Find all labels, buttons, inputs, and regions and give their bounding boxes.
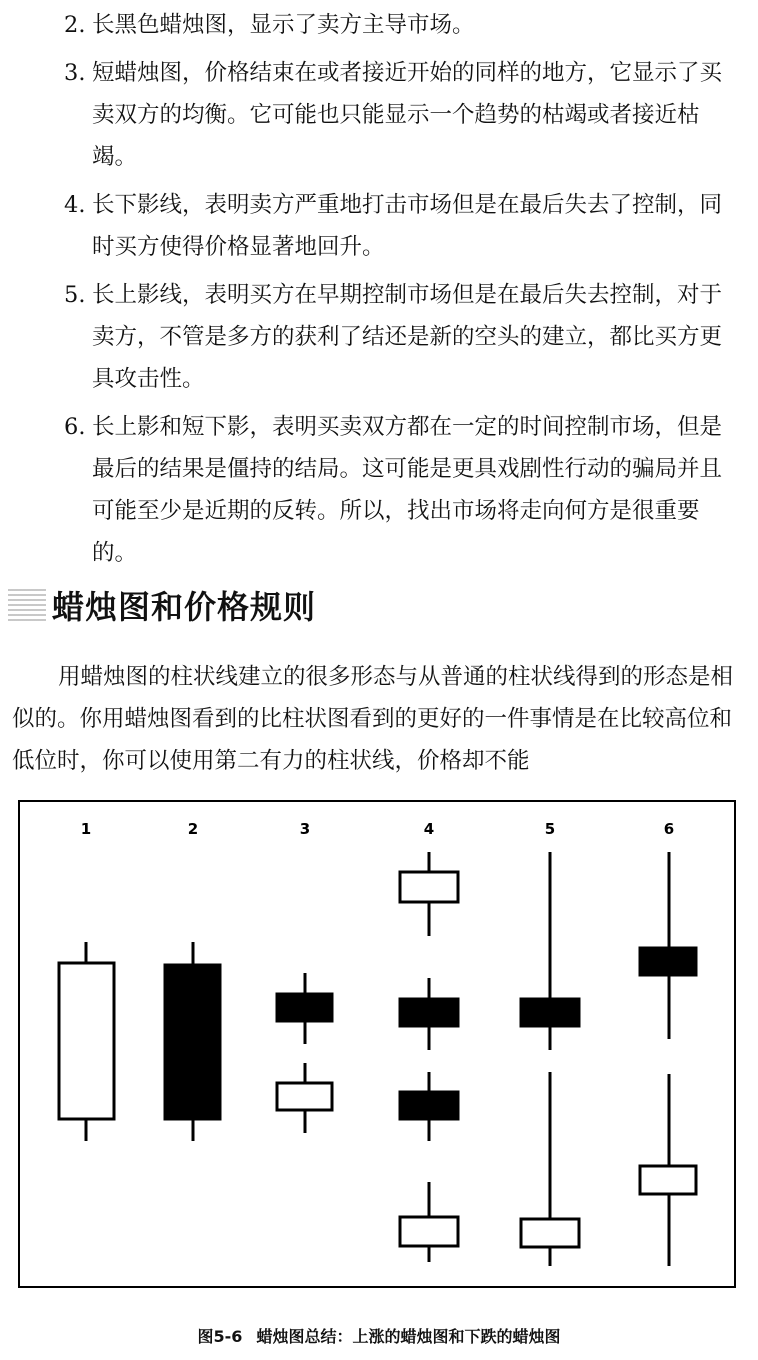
column-label: 3: [299, 820, 311, 838]
list-item-text: 长黑色蜡烛图，显示了卖方主导市场。: [92, 12, 475, 38]
list-item-text: 长上影和短下影，表明买卖双方都在一定的时间控制市场，但是最后的结果是僵持的结局。这可能是更具戏剧性行动的骗局并且可能至少是近期的反转。所以，找出市场将走向何方是很重要的。: [92, 414, 723, 566]
body-paragraph: 用蜡烛图的柱状线建立的很多形态与从普通的柱状线得到的形态是相似的。你用蜡烛图看到的比柱状图看到的更好的一件事情是在比较高位和低位时，你可以使用第二有力的柱状线，价格却不能: [12, 664, 734, 774]
list-item-number: 4.: [64, 192, 86, 218]
list-item-text: 长下影线，表明卖方严重地打击市场但是在最后失去了控制，同时买方使得价格显著地回升。: [92, 192, 723, 260]
list-item: [64, 52, 744, 178]
section-heading: [8, 582, 316, 628]
column-label: 6: [663, 820, 675, 838]
list-item-number: 2.: [64, 12, 86, 38]
numbered-list: [64, 4, 744, 580]
candle-1-white: [59, 942, 114, 1141]
list-item: [64, 274, 744, 400]
list-item: [64, 184, 744, 268]
column-label: 2: [187, 820, 199, 838]
figure-caption: [0, 1324, 758, 1347]
column-label: 1: [80, 820, 92, 838]
list-item: [64, 4, 744, 46]
list-item-number: 5.: [64, 282, 86, 308]
section-title: 蜡烛图和价格规则: [52, 588, 317, 626]
list-item: [64, 406, 744, 574]
list-item-text: 短蜡烛图，价格结束在或者接近开始的同样的地方，它显示了买卖双方的均衡。它可能也只能显示一个趋势的枯竭或者接近枯竭。: [92, 60, 723, 170]
candle-2-black: [165, 942, 220, 1141]
column-label: 4: [423, 820, 435, 838]
figure-number: 图5-6: [197, 1327, 243, 1346]
heading-marker: [8, 589, 46, 621]
column-label: 5: [544, 820, 556, 838]
caption-text: 蜡烛图总结：上涨的蜡烛图和下跌的蜡烛图: [256, 1327, 561, 1346]
candlestick-figure: [18, 800, 736, 1288]
list-item-text: 长上影线，表明买方在早期控制市场但是在最后失去控制，对于卖方，不管是多方的获利了结还是新的空头的建立，都比买方更具攻击性。: [92, 282, 723, 392]
list-item-number: 6.: [64, 414, 86, 440]
figure-frame: [19, 801, 735, 1287]
list-item-number: 3.: [64, 60, 86, 86]
